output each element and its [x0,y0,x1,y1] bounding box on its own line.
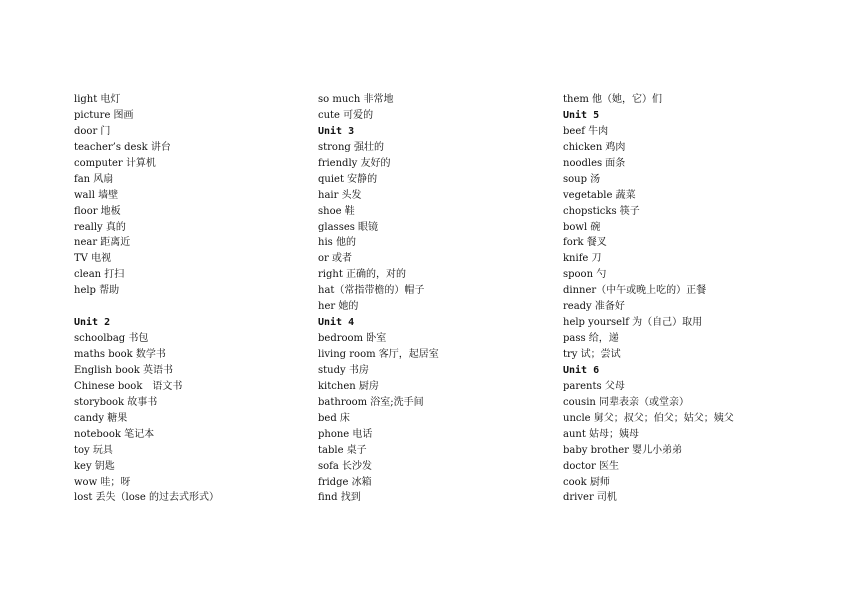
vocabulary-entry: study 书房 [318,364,369,376]
vocabulary-entry: near 距离近 [74,237,131,249]
vocabulary-entry: fan 风扇 [74,173,114,185]
vocabulary-entry: kitchen 厨房 [318,380,379,392]
vocabulary-entry: aunt 姑母；姨母 [563,428,640,440]
vocabulary-entry: quiet 安静的 [318,173,378,185]
vocabulary-entry: parents 父母 [563,380,625,392]
vocabulary-entry: them 他（她，它）们 [563,94,663,105]
vocabulary-entry: shoe 鞋 [318,205,355,217]
unit-heading: Unit 2 [74,317,111,329]
vocabulary-entry: living room 客厅，起居室 [318,349,439,360]
vocabulary-entry: TV 电视 [74,253,112,265]
vocabulary-entry: noodles 面条 [563,157,626,169]
vocabulary-entry: doctor 医生 [563,460,620,472]
vocabulary-entry: uncle 舅父；叔父；伯父；姑父；姨父 [563,412,734,424]
vocabulary-entry: fork 餐叉 [563,237,607,249]
vocabulary-entry: schoolbag 书包 [74,333,149,345]
unit-heading: Unit 6 [563,364,600,376]
vocabulary-entry: bed 床 [318,412,350,424]
vocabulary-entry: dinner（中午或晚上吃的）正餐 [563,285,707,297]
vocabulary-entry: fridge 冰箱 [318,476,372,488]
vocabulary-column-1 [74,92,309,506]
vocabulary-entry: help yourself 为（自己）取用 [563,317,703,329]
vocabulary-entry: help 帮助 [74,285,120,297]
vocabulary-entry: maths book 数学书 [74,349,166,360]
vocabulary-entry: table 桌子 [318,444,367,456]
vocabulary-entry: notebook 笔记本 [74,428,155,440]
vocabulary-entry: or 或者 [318,253,352,265]
vocabulary-entry: knife 刀 [563,253,602,265]
vocabulary-entry: Chinese book 语文书 [74,380,183,392]
vocabulary-entry: key 钥匙 [74,460,115,472]
vocabulary-entry: vegetable 蔬菜 [563,189,636,201]
vocabulary-entry: lost 丢失（lose 的过去式形式） [74,492,219,504]
vocabulary-entry: try 试；尝试 [563,349,621,360]
blank-line [74,299,309,315]
vocabulary-entry: sofa 长沙发 [318,460,372,472]
vocabulary-entry: door 门 [74,125,111,137]
vocabulary-entry: bedroom 卧室 [318,333,387,345]
vocabulary-entry: so much 非常地 [318,94,394,105]
unit-heading: Unit 4 [318,317,355,329]
vocabulary-entry: driver 司机 [563,492,617,504]
vocabulary-entry: phone 电话 [318,428,373,440]
vocabulary-entry: toy 玩具 [74,444,113,456]
vocabulary-entry: clean 打扫 [74,269,125,281]
vocabulary-entry: bowl 碗 [563,221,601,233]
vocabulary-entry: wow 哇；呀 [74,476,131,488]
vocabulary-entry: friendly 友好的 [318,157,391,169]
vocabulary-entry: hat（常指带檐的）帽子 [318,285,425,297]
vocabulary-entry: cousin 同辈表亲（或堂亲） [563,396,690,408]
vocabulary-entry: cook 厨师 [563,476,610,488]
vocabulary-entry: light 电灯 [74,94,121,105]
vocabulary-entry: chicken 鸡肉 [563,141,626,153]
vocabulary-entry: glasses 眼镜 [318,221,379,233]
vocabulary-column-3 [563,92,798,506]
vocabulary-entry: find 找到 [318,492,361,504]
vocabulary-entry: strong 强壮的 [318,141,384,153]
unit-heading: Unit 5 [563,109,600,121]
vocabulary-entry: computer 计算机 [74,157,156,169]
vocabulary-entry: storybook 故事书 [74,396,158,408]
vocabulary-entry: really 真的 [74,221,126,233]
vocabulary-column-2 [318,92,553,506]
unit-heading: Unit 3 [318,125,355,137]
vocabulary-entry: pass 给，递 [563,333,619,345]
vocabulary-entry: beef 牛肉 [563,125,609,137]
vocabulary-entry: bathroom 浴室;洗手间 [318,396,424,408]
vocabulary-entry: baby brother 婴儿小弟弟 [563,444,683,456]
vocabulary-entry: cute 可爱的 [318,109,374,121]
vocabulary-entry: teacher’s desk 讲台 [74,141,171,153]
vocabulary-entry: soup 汤 [563,173,601,185]
vocabulary-entry: candy 糖果 [74,412,128,424]
vocabulary-entry: spoon 勺 [563,269,607,281]
vocabulary-entry: his 他的 [318,237,356,249]
vocabulary-entry: floor 地板 [74,205,121,217]
vocabulary-entry: English book 英语书 [74,364,173,376]
vocabulary-entry: wall 墙壁 [74,189,119,201]
vocabulary-entry: chopsticks 筷子 [563,205,640,217]
vocabulary-entry: her 她的 [318,301,359,313]
vocabulary-entry: ready 准备好 [563,301,625,313]
vocabulary-entry: hair 头发 [318,189,362,201]
vocabulary-entry: picture 图画 [74,109,134,121]
vocabulary-entry: right 正确的，对的 [318,269,407,281]
